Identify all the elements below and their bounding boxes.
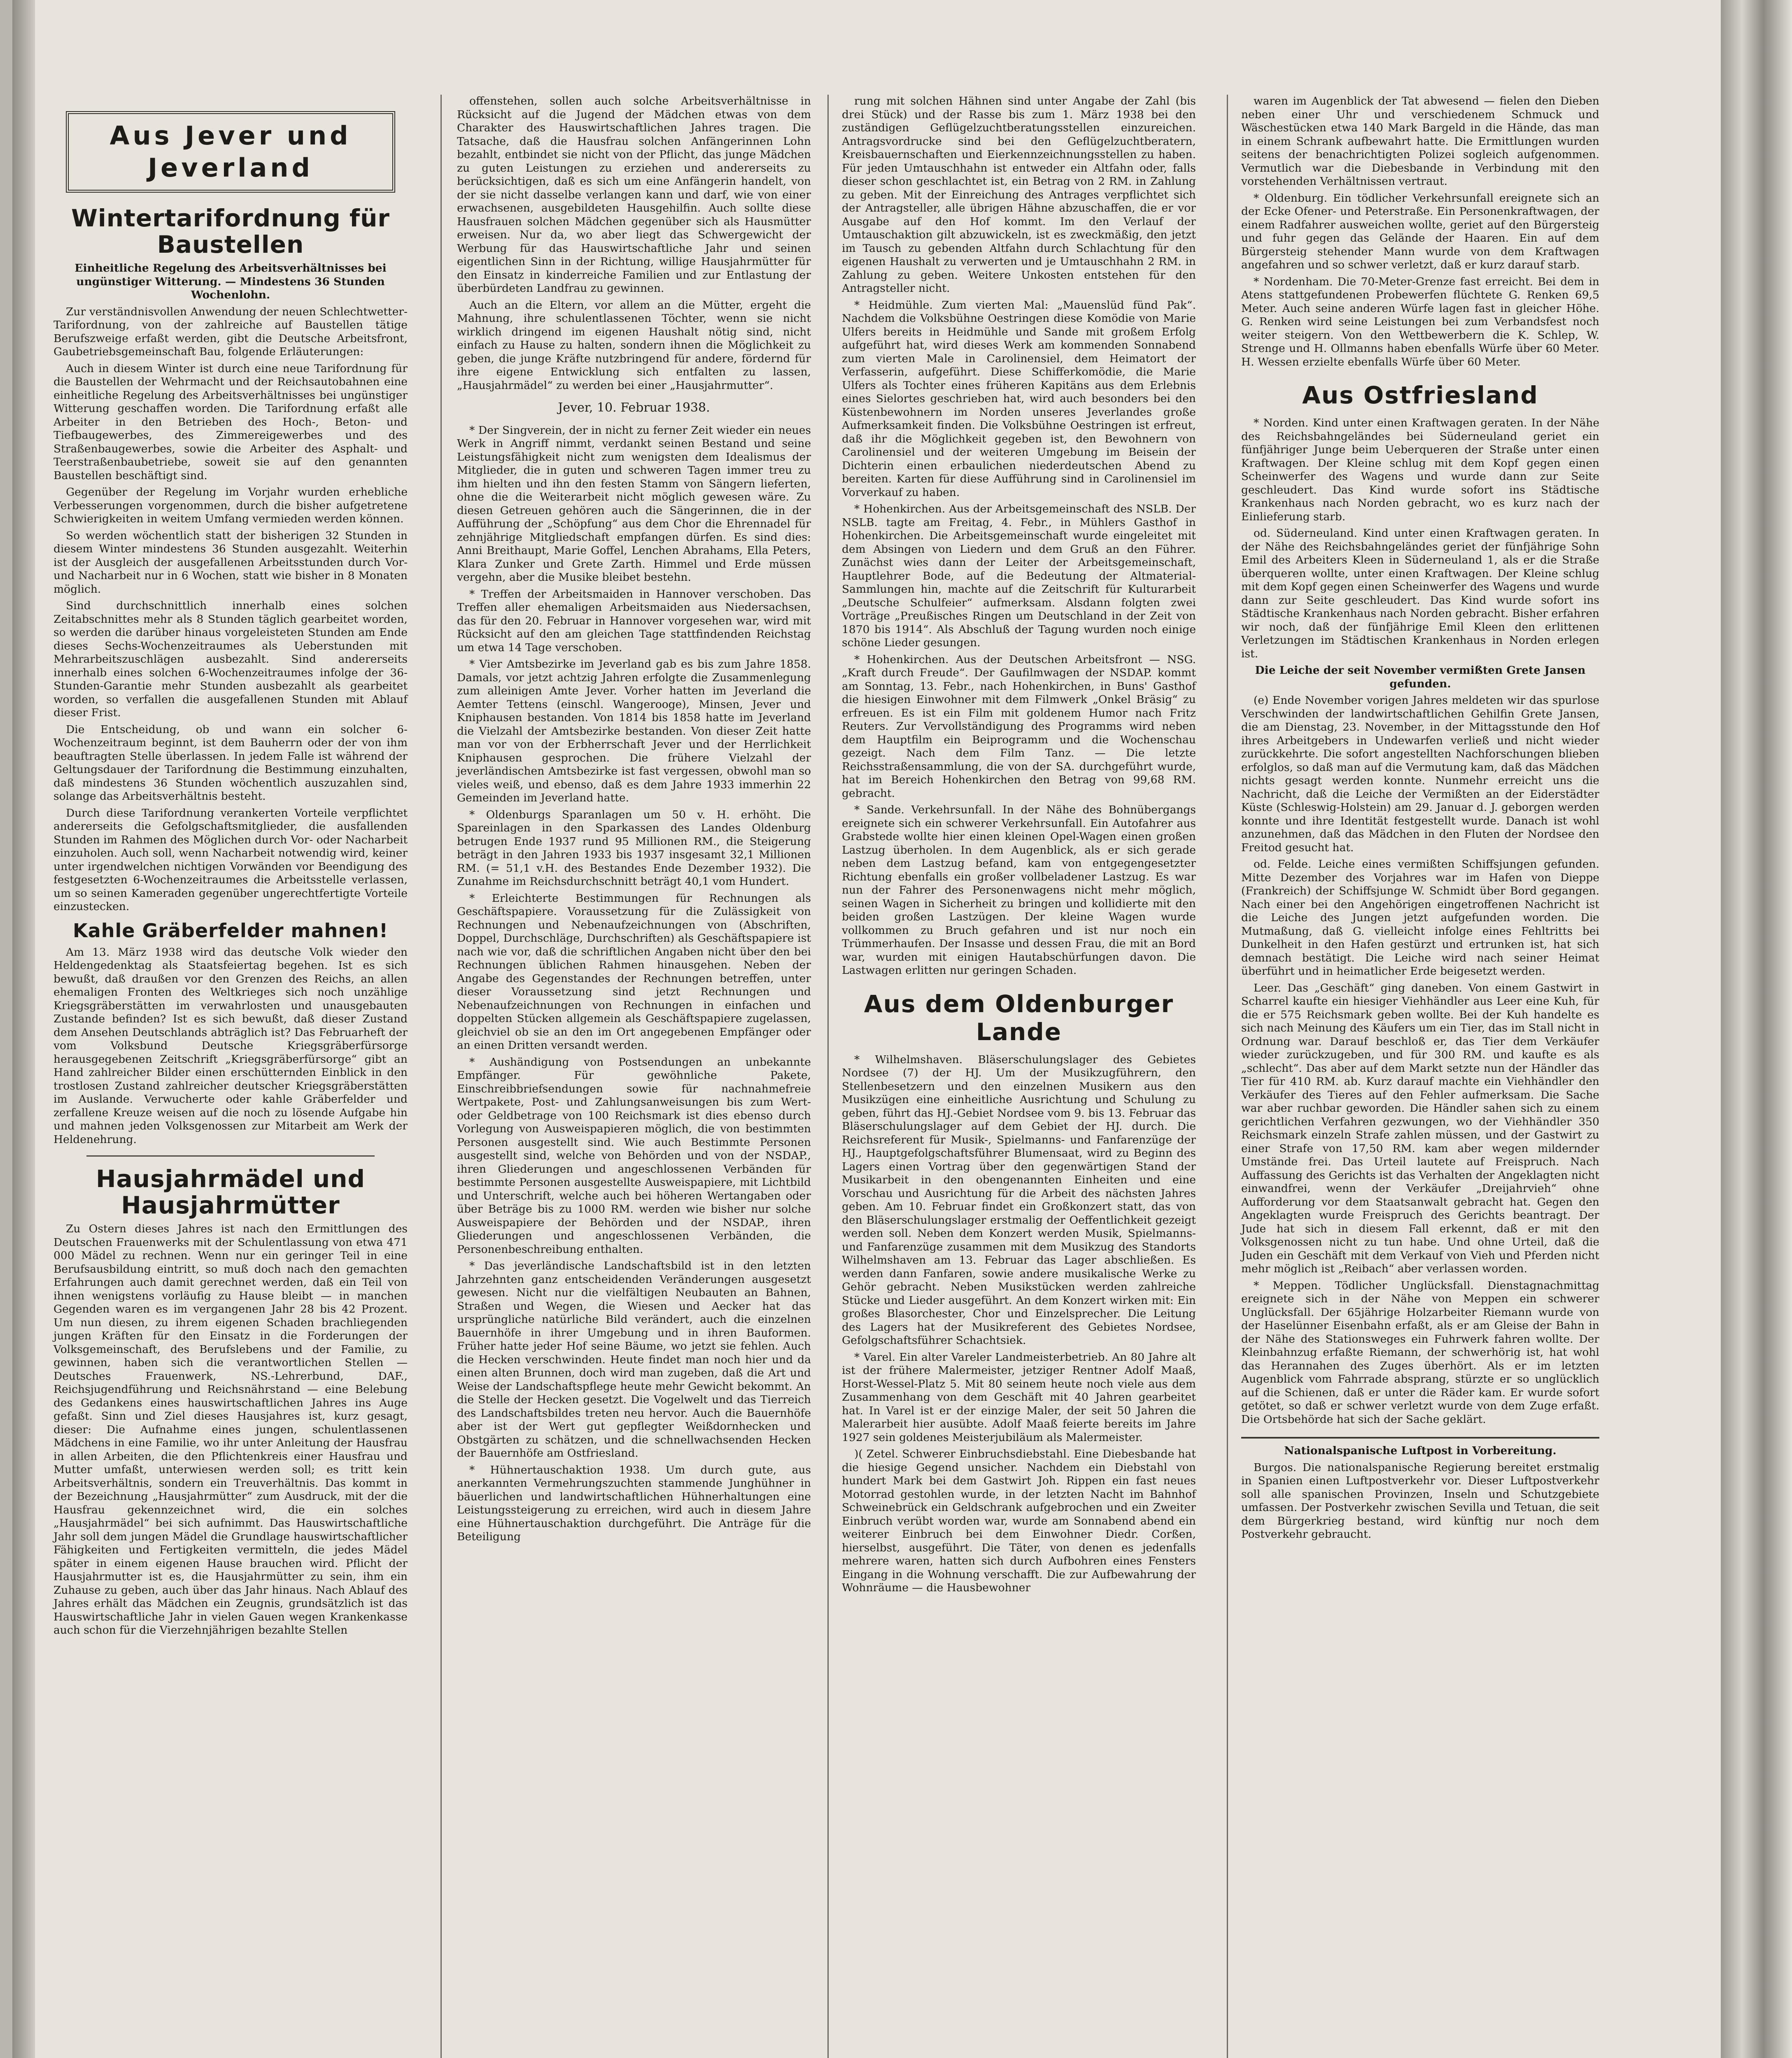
article-paragraph: Zur verständnisvollen Anwendung der neuen Schlechtwetter-Tarifordnung, von der zahlreiche auf Baustellen tätige Berufszweige erfaßt werden, gibt die Deutsche Arbeitsfront, Gaubetriebsgemeinschaft Bau, folgende Erläuterungen: bbox=[54, 305, 408, 358]
section-title: Aus dem Oldenburger Lande bbox=[864, 989, 1174, 1046]
column-rule bbox=[827, 95, 829, 2058]
notice-title: Nationalspanische Luftpost in Vorbereitung. bbox=[1284, 1444, 1557, 1457]
article-paragraph: Die Entscheidung, ob und wann ein solcher 6-Wochenzeitraum beginnt, ist dem Bauherrn oder der von ihm beauftragten Stelle überlassen. In jedem Falle ist während der Geltungsdauer der Tarifordnung die Bestimmung einzuhalten, daß mindestens 36 Stunden wöchentlich auszuzahlen sind, solange das Arbeitsverhältnis besteht. bbox=[54, 723, 408, 803]
notice-box bbox=[1241, 1437, 1599, 1541]
news-item: * Nordenham. Die 70-Meter-Grenze fast erreicht. Bei dem in Atens stattgefundenen Probewerfen flüchtete G. Renken 69,5 Meter. Auch seine anderen Würfe lagen fast in gleicher Höhe. G. Renken wird seine Leistungen bei zum Verbandsfest noch weiter steigern. Von den Wettbewerbern die K. Schlep, W. Strenge und H. Ollmanns haben ebenfalls Würfe über 60 Meter. H. Wessen erzielte ebenfalls Würfe über 60 Meter. bbox=[1241, 275, 1599, 368]
news-item: Leer. Das „Geschäft“ ging daneben. Von einem Gastwirt in Scharrel kaufte ein hiesiger Viehhändler aus Leer eine Kuh, für die er 575 Reichsmark geben wollte. Bei der Kuh handelte es sich nach Meinung des Käufers um ein Tier, das im Stall nicht in Ordnung war. Darauf beschloß er, das Tier dem Verkäufer wieder zurückzugeben, und für 300 RM. und kaufte es als „schlecht“. Das aber auf dem Markt setzte nun der Händler das Tier für 410 RM. ab. Kurz darauf machte ein Viehhändler den Verkäufer des Tieres auf den Fehler aufmerksam. Die Sache war aber ruchbar geworden. Die Händler sahen sich zu einem gerichtlichen Verfahren gezwungen, wo der Viehhändler 350 Reichsmark einzeln Strafe zahlen müssen, und der Gastwirt zu einer Strafe von 17,50 RM. kam aber wegen mildernder Umstände frei. Das Urteil lautete auf Freispruch. Nach Auffassung des Gerichts ist das Verhalten der Angeklagten nicht einwandfrei, wenn der Verkäufer „Dreijahrvieh“ ohne Aufforderung vor dem Staatsanwalt gebracht hat. Gegen den Angeklagten wurde Freispruch des Gerichts beantragt. Der Jude hat sich in diesem Fall erkennt, daß er mit den Volksgenossen nicht zu tun habe. Und ohne Urteil, daß die Juden ein Geschäft mit dem Verkauf von Vieh und Pferden nicht mehr möglich ist „Reibach“ aber verlassen worden. bbox=[1241, 981, 1599, 1275]
news-item: * Heidmühle. Zum vierten Mal: „Mauenslüd fünd Pak“. Nachdem die Volksbühne Oestringen diese Komödie von Marie Ulfers bereits in Heidmühle und Sande mit großem Erfolg aufgeführt hat, wird dieses Werk am kommenden Sonnabend zum vierten Male in Carolinensiel, dem Heimatort der Verfasserin, aufgeführt. Diese Schifferkomödie, die Marie Ulfers als Tochter eines früheren Kapitäns aus dem Erlebnis eines Sielortes geschrieben hat, wird auch besonders bei den Küstenbewohnern im Norden unseres Jeverlandes große Aufmerksamkeit finden. Die Volksbühne Oestringen ist erfreut, daß ihr die Möglichkeit gegeben ist, den Bewohnern von Carolinensiel und der weiteren Umgebung im Beisein der Dichterin einen erbaulichen niederdeutschen Abend zu bereiten. Karten für diese Aufführung sind in Carolinensiel im Vorverkauf zu haben. bbox=[842, 298, 1196, 499]
news-item: * Oldenburgs Sparanlagen um 50 v. H. erhöht. Die Spareinlagen in den Sparkassen des Landes Oldenburg betrugen Ende 1937 rund 95 Millionen RM., die Steigerung beträgt in den Jahren 1933 bis 1937 insgesamt 32,1 Millionen RM. (= 51,1 v.H. des Bestandes Ende Dezember 1932). Die Zunahme im Reichsdurchschnitt beträgt 40,1 vom Hundert. bbox=[457, 808, 811, 888]
column-rule bbox=[1227, 95, 1228, 2058]
section-box-title: Aus Jever und Jeverland bbox=[66, 111, 395, 193]
article-title: Wintertarifordnung für Baustellen bbox=[71, 204, 390, 258]
column-4 bbox=[1241, 95, 1599, 1545]
article-paragraph: Gegenüber der Regelung im Vorjahr wurden erhebliche Verbesserungen vorgenommen, durch die bisher aufgetretene Schwierigkeiten in weitem Umfang vermieden werden können. bbox=[54, 486, 408, 525]
news-item: * Varel. Ein alter Vareler Landmeisterbetrieb. An 80 Jahre alt ist der frühere Malermeister, jetziger Rentner Adolf Maaß, Horst-Wessel-Platz 5. Mit 80 seinem heute noch viele aus dem Zusammenhang von dem Geschäft mit 40 Jahren gearbeitet hat. In Varel ist er der einzige Maler, der seit 50 Jahren die Malerarbeit hier ausübte. Adolf Maaß feierte bereits im Jahre 1927 sein goldenes Meisterjubiläum als Malermeister. bbox=[842, 1350, 1196, 1444]
news-item: rung mit solchen Hähnen sind unter Angabe der Zahl (bis drei Stück) und der Rasse bis zum 1. März 1938 bei den zuständigen Geflügelzuchtberatungsstellen einzureichen. Antragsvordrucke sind bei den Geflügelzuchtberatern, Kreisbauernschaften und Eierkennzeichnungsstellen zu haben. Für jeden Umtauschhahn ist entweder ein Altfahn oder, falls dieser schon geschlachtet ist, ein Betrag von 2 RM. in Zahlung zu geben. Mit der Einreichung des Antrages verpflichtet sich der Antragsteller, alle übrigen Hähne abzuschaffen, die er vor Ausgabe auf den Hof kommt. Im den Verlauf der Umtauschaktion gilt abzuwickeln, ist es zweckmäßig, den jetzt im Tausch zu gebenden Altfahn durch Schlachtung für den eigenen Haushalt zu verwerten und je Umtauschhahn 2 RM. in Zahlung zu geben. Weitere Unkosten entstehen für den Antragsteller nicht. bbox=[842, 95, 1196, 295]
news-item: * Wilhelmshaven. Bläserschulungslager des Gebietes Nordsee (7) der HJ. Um der Musikzugführern, den Stellenbesetzern und den einzelnen Musikern aus den Musikzügen eine einheitliche Ausrichtung und Schulung zu geben, führt das HJ.-Gebiet Nordsee vom 9. bis 13. Februar das Bläserschulungslager auf dem Gebiet der HJ. durch. Die Reichsreferent für Musik-, Spielmanns- und Fanfarenzüge der HJ., Hauptgefolgschaftsführer Blumensaat, wird zu Beginn des Lagers einen Vortrag über den gegenwärtigen Stand der Musikarbeit in den obengenannten Einheiten und eine Vorschau und Ausrichtung für die Arbeit des nächsten Jahres geben. Am 10. Februar findet ein Großkonzert statt, das von den Bläserschulungslager erstmalig der Oeffentlichkeit gezeigt werden soll. Neben dem Konzert werden Musik, Spielmanns- und Fanfarenzüge zusammen mit dem Musikzug des Standorts Wilhelmshaven am 13. Februar das Lager abschließen. Es werden dann Fanfaren, sowie andere musikalische Werke zu Gehör gebracht. Neben Musikstücken werden zahlreiche Stücke und Lieder ausgeführt. An dem Konzert wirken mit: Ein großes Blasorchester, Chor und Einzelsprecher. Die Leitung des Lagers hat der Musikreferent des Gebietes Nordsee, Gefolgschaftsführer Schachtsiek. bbox=[842, 1053, 1196, 1347]
article-subtitle: Die Leiche der seit November vermißten Grete Jansen gefunden. bbox=[1255, 664, 1586, 690]
article-paragraph: So werden wöchentlich statt der bisherigen 32 Stunden in diesem Winter mindestens 36 Stunden ausgezahlt. Weiterhin ist der Ausgleich der ausgefallenen Arbeitsstunden durch Vor- und Nacharbeit nur in 6 Wochen, statt wie bisher in 8 Monaten möglich. bbox=[54, 529, 408, 596]
page-fold-shadow bbox=[12, 0, 35, 2058]
news-item: * Meppen. Tödlicher Unglücksfall. Dienstagnachmittag ereignete sich in der Nähe von Meppen ein schwerer Unglücksfall. Der 65jährige Holzarbeiter Riemann wurde von der Haselünner Eisenbahn erfaßt, als er am Gleise der Bahn in der Nähe des Stationsweges ein Fuhrwerk fahren wollte. Der Kleinbahnzug erfaßte Riemann, der schwerhörig ist, hat wohl das Herannahen des Zuges überhört. Als er im letzten Augenblick vom Fahrrade absprang, stürzte er so unglücklich auf die Schienen, daß er unter die Räder kam. Er wurde sofort getötet, so daß er schwer verletzt wurde von dem Zuge erfaßt. Die Ortsbehörde hat sich der Sache geklärt. bbox=[1241, 1279, 1599, 1426]
article-paragraph: Auch an die Eltern, vor allem an die Mütter, ergeht die Mahnung, ihre schulentlassenen Töchter, wenn sie nicht wirklich dringend im eigenen Haushalt nötig sind, nicht einfach zu Hause zu halten, sondern ihnen die Möglichkeit zu geben, die junge Kräfte nutzbringend für andere, fördernd für ihre eigene Entwicklung sich entfalten zu lassen, „Hausjahrmädel“ zu werden bei einer „Hausjahrmutter“. bbox=[457, 298, 811, 392]
column-2 bbox=[457, 95, 811, 1547]
column-1 bbox=[54, 95, 408, 1641]
news-item: waren im Augenblick der Tat abwesend — fielen den Dieben neben einer Uhr und verschiedenem Schmuck und Wäschestücken etwa 140 Mark Bargeld in die Hände, das man in einem Schrank aufbewahrt hatte. Die Ermittlungen wurden seitens der benachrichtigten Polizei sogleich aufgenommen. Vermutlich war die Diebesbande in Verbindung mit den vorstehenden Verhältnissen vertraut. bbox=[1241, 95, 1599, 188]
article-paragraph: Sind durchschnittlich innerhalb eines solchen Zeitabschnittes mehr als 8 Stunden täglich gearbeitet worden, so werden die darüber hinaus vorgeleisteten Stunden am Ende dieses Sechs-Wochenzeitraumes als Ueberstunden mit Mehrarbeitszuschlägen ausbezahlt. Sind andererseits innerhalb eines solchen 6-Wochenzeitraumes infolge der 36-Stunden-Garantie mehr Stunden ausbezahlt als gearbeitet worden, so verfallen die ausgefallenen Stunden mit Ablauf dieser Frist. bbox=[54, 599, 408, 719]
section-title: Aus Ostfriesland bbox=[1302, 381, 1538, 409]
article-paragraph: Auch in diesem Winter ist durch eine neue Tarifordnung für die Baustellen der Wehrmacht und der Reichsautobahnen eine einheitliche Regelung des Arbeitsverhältnisses bei ungünstiger Witterung geschaffen worden. Die Tarifordnung erfaßt alle Arbeiter in den Betrieben des Hoch-, Beton- und Tiefbaugewerbes, des Zimmereigewerbes und des Straßenbaugewerbes, sowie die Arbeiter des Asphalt- und Teerstraßenbaubetriebe, soweit sie auf den genannten Baustellen beschäftigt sind. bbox=[54, 362, 408, 482]
article-title: Hausjahrmädel und Hausjahrmütter bbox=[96, 1165, 365, 1219]
article-paragraph: Am 13. März 1938 wird das deutsche Volk wieder den Heldengedenktag als Staatsfeiertag begehen. Ist es sich bewußt, daß draußen vor den Grenzen des Reichs, an allen ehemaligen Fronten des Weltkrieges sich noch unzählige Kriegsgräberstätten im verwahrlosten und unausgebauten Zustande befinden? Ist es sich bewußt, daß dieser Zustand dem Ansehen Deutschlands abträglich ist? Das Februarheft der vom Volksbund Deutsche Kriegsgräberfürsorge herausgegebenen Zeitschrift „Kriegsgräberfürsorge“ gibt an Hand zahlreicher Bilder einen erschütternden Einblick in den trostlosen Zustand zahlreicher deutscher Kriegsgräberstätten im Auslande. Verwucherte oder kahle Gräberfelder und zerfallene Kreuze weisen auf die noch zu lösende Aufgabe hin und mahnen jeden Volksgenossen zur Mitarbeit am Werk der Heldenehrung. bbox=[54, 945, 408, 1146]
news-item: * Aushändigung von Postsendungen an unbekannte Empfänger. Für gewöhnliche Pakete, Einschreibbriefsendungen sowie für nachnahmefreie Wertpakete, Post- und Zahlungsanweisungen bis zum Wert- oder Geldbetrage von 100 Reichsmark ist dies ebenso durch Vorlegung von Ausweispapieren möglich, die von bestimmten Personen ausgestellt sind. Wie auch Bestimmte Personen ausgestellt sind, welche von Behörden und von der NSDAP., ihren Gliederungen und angeschlossenen Verbänden für bestimmte Personen ausgestellte Ausweispapiere, mit Lichtbild und Unterschrift, welche auch bei höheren Wertangaben oder über Beträge bis zu 1000 RM. werden wie bisher nur solche Ausweispapiere der Behörden und der NSDAP., ihren Gliederungen und angeschlossenen Verbänden, die Personenbeschreibung enthalten. bbox=[457, 1055, 811, 1256]
column-rule bbox=[440, 95, 442, 2058]
news-item: (e) Ende November vorigen Jahres meldeten wir das spurlose Verschwinden der landwirtschaftlichen Gehilfin Grete Jansen, die am Dienstag, 23. November, in der Mittagsstunde den Hof ihres Arbeitgebers in Undewarfen verließ und nicht wieder zurückkehrte. Die sofort angestellten Nachforschungen blieben erfolglos, so daß man auf die Vermutung kam, daß das Mädchen nichts gesagt werden konnte. Nunmehr erreicht uns die Nachricht, daß die Leiche der Vermißten an der Eiderstädter Küste (Schleswig-Holstein) am 29. Januar d. J. geborgen werden konnte und ihre Identität festgestellt wurde. Danach ist wohl anzunehmen, daß das Mädchen in den Fluten der Nordsee den Freitod gesucht hat. bbox=[1241, 694, 1599, 854]
news-item: * Hohenkirchen. Aus der Deutschen Arbeitsfront — NSG. „Kraft durch Freude“. Der Gaufilmwagen der NSDAP. kommt am Sonntag, 13. Febr., nach Hohenkirchen, in Buns' Gasthof die hiesigen Einwohner mit dem Filmwerk „Onkel Bräsig“ zu erfreuen. Es ist ein Film mit goldenem Humor nach Fritz Reuters. Zur Vervollständigung des Programms wird neben dem Hauptfilm ein Beiprogramm und die Wochenschau gezeigt. Nach dem Film Tanz. — Die letzte Reichsstraßensammlung, die von der SA. durchgeführt wurde, hat im Bereich Hohenkirchen den Betrag von 99,68 RM. gebracht. bbox=[842, 653, 1196, 800]
news-item: )( Zetel. Schwerer Einbruchsdiebstahl. Eine Diebesbande hat die hiesige Gegend unsicher. Nachdem ein Diebstahl von hundert Mark bei dem Gastwirt Joh. Rippen ein fast neues Motorrad gestohlen wurde, in der letzten Nacht im Bahnhof Schweinebrück ein Geldschrank aufgebrochen und ein Zweiter Einbruch verübt worden war, wurde am Sonnabend abend ein weiterer Einbruch bei dem Einwohner Diedr. Corßen, hierselbst, ausgeführt. Die Täter, von denen es jedenfalls mehrere waren, hatten sich durch Aufbohren eines Fensters Eingang in die Wohnung verschafft. Die zur Aufbewahrung der Wohnräume — die Hausbewohner bbox=[842, 1448, 1196, 1594]
notice-text: Burgos. Die nationalspanische Regierung bereitet erstmalig in Spanien einen Luftpostverkehr vor. Dieser Luftpostverkehr soll alle spanischen Provinzen, Inseln und Schutzgebiete umfassen. Der Postverkehr zwischen Sevilla und Tetuan, die seit dem Bürgerkrieg bestand, wird künftig nur noch dem Postverkehr gebraucht. bbox=[1241, 1461, 1599, 1541]
dateline: Jever, 10. Februar 1938. bbox=[558, 400, 710, 415]
news-item: od. Süderneuland. Kind unter einen Kraftwagen geraten. In der Nähe des Reichsbahngeländes geriet der fünfjährige Sohn Emil des Arbeiters Kleen in Süderneuland 1, als er die Straße überqueren wollte, unter einen Kraftwagen. Der Kleine schlug mit dem Kopf gegen einen Scheinwerfer des Wagens und wurde dann zur Seite geschleudert. Das Kind wurde sofort ins Städtische Krankenhaus nach Norden gebracht. Bisher erfahren wir noch, daß der fünfjährige Emil Kleen den erlittenen Verletzungen im Städtischen Krankenhaus in Norden erlegen ist. bbox=[1241, 527, 1599, 660]
book-edge bbox=[1721, 0, 1792, 2058]
news-item: * Sande. Verkehrsunfall. In der Nähe des Bohnübergangs ereignete sich ein schwerer Verkehrsunfall. Ein Autofahrer aus Grabstede wollte hier einen kleinen Opel-Wagen einen großen Lastzug überholen. In dem Augenblick, als er sich gerade neben dem Lastzug befand, kam von entgegengesetzter Richtung ebenfalls ein großer vollbeladener Lastzug. Es war nun der Fahrer des Personenwagens nicht mehr möglich, seinen Wagen in Sicherheit zu bringen und kollidierte mit den beiden großen Lastzügen. Der kleine Wagen wurde vollkommen zu Bruch gefahren und ist nur noch ein Trümmerhaufen. Der Insasse und dessen Frau, die mit an Bord war, wurden mit einigen Hautabschürfungen davon. Die Lastwagen erlitten nur geringen Schaden. bbox=[842, 803, 1196, 977]
article-paragraph: Durch diese Tarifordnung verankerten Vorteile verpflichtet andererseits die Gefolgschaftsmitglieder, die ausfallenden Stunden im Rahmen des Möglichen durch Vor- oder Nacharbeit einzuholen. Auch soll, wenn Nacharbeit notwendig wird, keiner unter irgendwelchen nichtigen Vorwänden vor Beendigung des festgesetzten 6-Wochenzeitraumes die Arbeitsstelle verlassen, um so seinen Kameraden gegenüber ungerechtfertigte Vorteile einzustecken. bbox=[54, 806, 408, 913]
news-item: * Erleichterte Bestimmungen für Rechnungen als Geschäftspapiere. Voraussetzung für die Zulässigkeit von Rechnungen und Nebenaufzeichnungen von (Abschriften, Doppel, Durchschläge, Durchschriften) als Geschäftspapiere ist nach wie vor, daß die schriftlichen Angaben nicht über den bei Rechnungen üblichen Rahmen hinausgehen. Neben der Angabe des Gegenstandes der Rechnungen betreffen, unter dieser Voraussetzung sind jetzt Rechnungen und Nebenaufzeichnungen von Rechnungen in einfachen und doppelten Stücken allgemein als Geschäftspapiere zugelassen, gleichviel ob sie an den im Ort angegebenen Empfänger oder an einen Dritten versandt werden. bbox=[457, 892, 811, 1052]
article-subtitle: Einheitliche Regelung des Arbeitsverhältnisses bei ungünstiger Witterung. — Mindestens 36 Stunden Wochenlohn. bbox=[75, 262, 387, 301]
news-item: * Der Singverein, der in nicht zu ferner Zeit wieder ein neues Werk in Angriff nimmt, verdankt seinen Bestand und seine Leistungsfähigkeit nicht zum wenigsten dem Idealismus der Mitglieder, die in guten und schweren Tagen immer treu zu ihm hielten und ihn den festen Stamm von Sängern lieferten, ohne die die Weiterarbeit nicht möglich gewesen wäre. Zu diesen Getreuen gehören auch die Sängerinnen, die in der Aufführung der „Schöpfung“ aus dem Chor die Ehrennadel für zehnjährige Mitgliedschaft empfangen dürfen. Es sind dies: Anni Breithaupt, Marie Goffel, Lenchen Abrahams, Ella Peters, Klara Zunker und Grete Zarth. Himmel und Erde müssen vergehn, aber die Musike bleibet bestehn. bbox=[457, 424, 811, 584]
news-item: * Treffen der Arbeitsmaiden in Hannover verschoben. Das Treffen aller ehemaligen Arbeitsmaiden aus Niedersachsen, das für den 20. Februar in Hannover vorgesehen war, wird mit Rücksicht auf den am gleichen Tage stattfindenden Reichstag um etwa 14 Tage verschoben. bbox=[457, 587, 811, 654]
news-item: * Oldenburg. Ein tödlicher Verkehrsunfall ereignete sich an der Ecke Ofener- und Peterstraße. Ein Personenkraftwagen, der einem Radfahrer ausweichen wollte, geriet auf den Bürgersteig und fuhr gegen das Gelände der Haaren. Ein auf dem Bürgersteig stehender Mann wurde von dem Kraftwagen angefahren und so schwer verletzt, daß er kurz darauf starb. bbox=[1241, 191, 1599, 271]
news-item: * Hohenkirchen. Aus der Arbeitsgemeinschaft des NSLB. Der NSLB. tagte am Freitag, 4. Febr., in Mühlers Gasthof in Hohenkirchen. Die Arbeitsgemeinschaft wurde eingeleitet mit dem Absingen von Liedern und dem Gruß an den Führer. Zunächst wies dann der Leiter der Arbeitsgemeinschaft, Hauptlehrer Bode, auf die Bedeutung der Altmaterial-Sammlungen hin, machte auf die Zeitschrift für Kulturarbeit „Deutsche Schulfeier“ aufmerksam. Alsdann folgten zwei Vorträge „Preußisches Ringen um Deutschland in der Zeit von 1870 bis 1914“. Als Abschluß der Tagung wurden noch einige schöne Lieder gesungen. bbox=[842, 503, 1196, 649]
article-paragraph: offenstehen, sollen auch solche Arbeitsverhältnisse in Rücksicht auf die Jugend der Mädchen etwas von dem Charakter des Hauswirtschaftlichen Jahres tragen. Die Tatsache, daß die Hausfrau solchen Anfängerinnen Lohn bezahlt, entbindet sie nicht von der Pflicht, das junge Mädchen zu guten Leistungen zu erziehen und andererseits zu berücksichtigen, daß es sich um eine Anfängerin handelt, von der sie nicht dasselbe verlangen kann und darf, wie von einer erwachsenen, ausgebildeten Hausgehilfin. Auch sollte diese Hausfrauen solchen Mädchen gegenüber sich als Hausmütter erweisen. Nur da, wo aber liegt das Schwergewicht der Werbung für das Hauswirtschaftliche Jahr und seinen eigentlichen Sinn in der Richtung, willige Hausjahrmütter für den Einsatz in kinderreiche Familien und zur Entlastung der überbürdeten Landfrau zu gewinnen. bbox=[457, 95, 811, 295]
news-item: * Vier Amtsbezirke im Jeverland gab es bis zum Jahre 1858. Damals, vor jetzt achtzig Jahren erfolgte die Zusammenlegung zum alleinigen Amte Jever. Vorher hatten im Jeverland die Aemter Tettens (einschl. Wangerooge), Minsen, Jever und Kniphausen bestanden. Von 1814 bis 1858 hatte im Jeverland die Vielzahl der Amtsbezirke bestanden. Von dieser Zeit hatte man vor von der Erbherrschaft Jever und der Herrlichkeit Kniphausen gesprochen. Die frühere Vielzahl der jeverländischen Amtsbezirke ist fast vergessen, obwohl man so vieles weiß, und ebenso, daß es dem Jahre 1933 immerhin 22 Gemeinden im Jeverland hatte. bbox=[457, 658, 811, 804]
article-title: Kahle Gräberfelder mahnen! bbox=[73, 919, 388, 942]
news-item: * Das jeverländische Landschaftsbild ist in den letzten Jahrzehnten ganz entscheidenden Veränderungen ausgesetzt gewesen. Nicht nur die vielfältigen Neubauten an Bahnen, Straßen und Wegen, die Wiesen und Aecker hat das ursprüngliche natürliche Bild verändert, auch die einzelnen Bauernhöfe in ihrer Umgebung und in ihren Bauformen. Früher hatte jeder Hof seine Bäume, wo jetzt sie fehlen. Auch die Hecken verschwinden. Heute findet man noch hier und da einen alten Brunnen, doch wird man zugeben, daß die Art und Weise der Landschaftspflege heute mehr Gewicht bekommt. An die Stelle der Hecken gesetzt. Die Vogelwelt und das Tierreich des Landschaftsbildes treten neu hervor. Auch die Bauernhöfe aber ist der Wert gut gepflegter Weißdornhecken und Obstgärten zu schätzen, und die schnellwachsenden Hecken der Bauernhöfe am Ostfriesland. bbox=[457, 1259, 811, 1460]
divider bbox=[86, 1155, 375, 1157]
news-item: od. Felde. Leiche eines vermißten Schiffsjungen gefunden. Mitte Dezember des Vorjahres war im Hafen von Dieppe (Frankreich) der Schiffsjunge W. Schmidt über Bord gegangen. Nach einer bei den Angehörigen eingetroffenen Nachricht ist die Leiche des Jungen jetzt aufgefunden worden. Die Mutmaßung, daß G. vielleicht infolge eines Fehltritts bei Dunkelheit in den Hafen gestürzt und ertrunken ist, hat sich demnach bestätigt. Die Leiche wird nach seiner Heimat überführt und in heimatlicher Erde beigesetzt werden. bbox=[1241, 858, 1599, 978]
newspaper-page bbox=[12, 0, 1721, 2058]
news-item: * Norden. Kind unter einen Kraftwagen geraten. In der Nähe des Reichsbahngeländes bei Süderneuland geriet ein fünfjähriger Junge beim Ueberqueren der Straße unter einen Kraftwagen. Der Kleine schlug mit dem Kopf gegen einen Scheinwerfer des Wagens und wurde dann zur Seite geschleudert. Das Kind wurde sofort ins Städtische Krankenhaus nach Norden gebracht, wo es kurz nach der Einlieferung starb. bbox=[1241, 417, 1599, 523]
column-3 bbox=[842, 95, 1196, 1598]
news-item: * Hühnertauschaktion 1938. Um durch gute, aus anerkannten Vermehrungszuchten stammende Junghühner in bäuerlichen und landwirtschaftlichen Hühnerhaltungen eine Leistungssteigerung zu erreichen, wird auch in diesem Jahre eine Hühnertauschaktion durchgeführt. Die Anträge für die Beteiligung bbox=[457, 1463, 811, 1543]
article-paragraph: Zu Ostern dieses Jahres ist nach den Ermittlungen des Deutschen Frauenwerks mit der Schulentlassung von etwa 471 000 Mädel zu rechnen. Wenn nur ein geringer Teil in eine Berufsausbildung eintritt, so muß doch nach den gemachten Erfahrungen auch damit gerechnet werden, daß ein Teil von ihnen wenigstens vorläufig zu Hause bleibt — in manchen Gegenden waren es im vergangenen Jahr 28 bis 42 Prozent. Um nun diesen, zu ihrem eigenen Schaden brachliegenden jungen Kräften für den Einsatz in die Forderungen der Volksgemeinschaft, des Berufslebens und der Familie, zu gewinnen, haben sich die verantwortlichen Stellen — Deutsches Frauenwerk, NS.-Lehrerbund, DAF., Reichsjugendführung und Reichsnährstand — eine Belebung des Gedankens eines hauswirtschaftlichen Jahres ins Auge gefaßt. Sinn und Ziel dieses Hausjahres ist, kurz gesagt, dieser: Die Aufnahme eines jungen, schulentlassenen Mädchens in eine Familie, wo ihr unter Anleitung der Hausfrau in allen Arbeiten, die den Pflichtenkreis einer Hausfrau und Mutter umfaßt, unterwiesen werden soll; es tritt kein Arbeitsverhältnis, sondern ein Treuverhältnis. Das kommt in der Bezeichnung „Hausjahrmütter“ zum Ausdruck, mit der die Hausfrau gekennzeichnet wird, die ein solches „Hausjahrmädel“ bei sich aufnimmt. Das Hauswirtschaftliche Jahr soll dem jungen Mädel die Grundlage hauswirtschaftlicher Fähigkeiten und Fertigkeiten vermitteln, die jedes Mädel später in einem eigenen Hause brauchen wird. Pflicht der Hausjahrmutter ist es, die Hausjahrmütter zu sein, ihm ein Zuhause zu geben, auch über das Jahr hinaus. Nach Ablauf des Jahres erhält das Mädchen ein Zeugnis, grundsätzlich ist das Hauswirtschaftliche Jahr in vielen Gauen wegen Krankenkasse auch schon für die Vierzehnjährigen bezahlte Stellen bbox=[54, 1222, 408, 1637]
